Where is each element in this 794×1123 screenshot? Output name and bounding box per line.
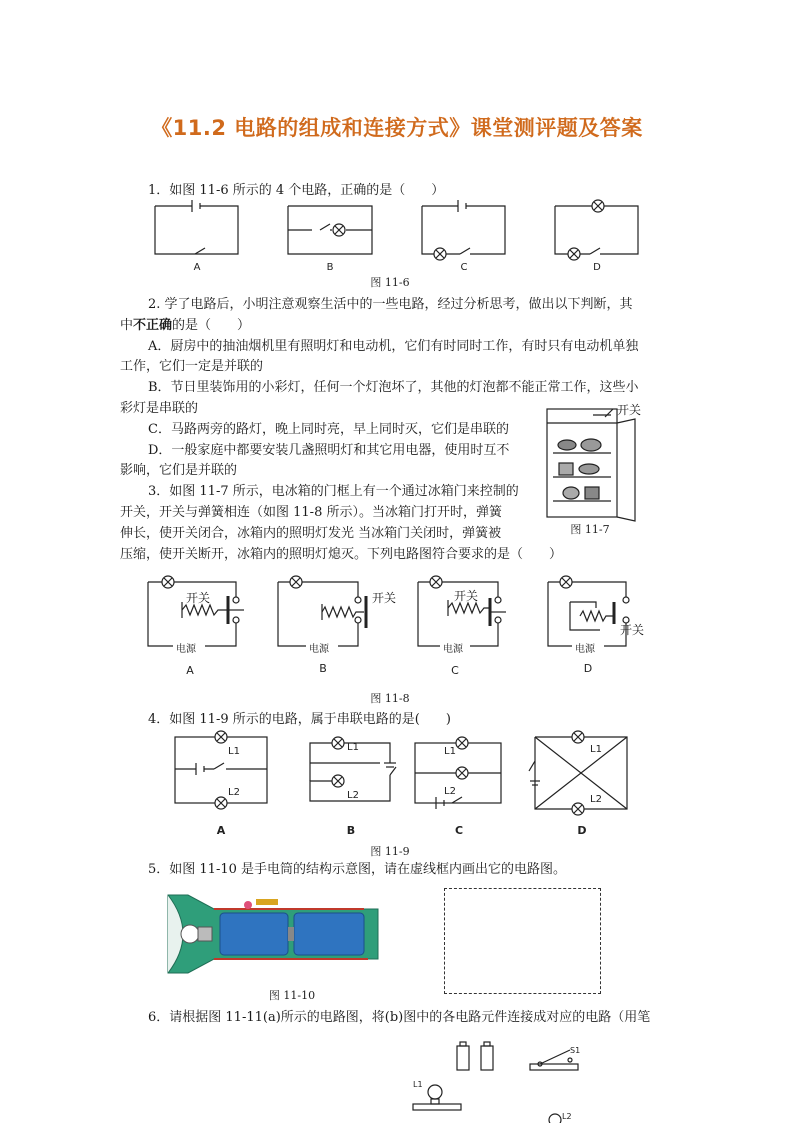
label-9-b: B (346, 824, 356, 837)
label-9-d: D (577, 824, 587, 837)
question-4-text: 4．如图 11-9 所示的电路，属于串联电路的是( ) (148, 712, 451, 727)
source-label-d: 电源 (575, 644, 595, 655)
circuit-9-d (529, 731, 627, 815)
option-2-d-line-2: 影响，它们是并联的 (120, 463, 238, 478)
figure-11-10-caption: 图 11-10 (268, 989, 316, 1002)
circuit-c (422, 200, 505, 260)
label-1-a: A (193, 262, 201, 273)
label-8-b: B (319, 662, 327, 675)
emphasis-not-correct: 不正确 (133, 318, 173, 333)
circuit-b (288, 206, 372, 254)
figure-11-7-fridge (545, 405, 645, 520)
circuit-d (555, 200, 638, 260)
question-6-text: 6．请根据图 11-11(a)所示的电路图，将(b)图中的各电路元件连接成对应的电路（用笔 (148, 1010, 651, 1025)
l2-label-c: L2 (444, 786, 456, 797)
question-3-line-3: 伸长，使开关闭合，冰箱内的照明灯发光 当冰箱门关闭时，弹簧被 (120, 526, 502, 541)
label-8-c: C (451, 664, 459, 677)
label-1-c: C (460, 262, 468, 273)
fridge-switch-label: 开关 (617, 403, 642, 417)
option-2-d-line-1: D．一般家庭中都要安装几盏照明灯和其它用电器，使用时互不 (148, 443, 510, 458)
source-label-a: 电源 (176, 644, 196, 655)
circuit-8-b (278, 576, 366, 646)
figure-11-6-caption: 图 11-6 (370, 276, 410, 289)
switch-label-a: 开关 (186, 591, 211, 605)
option-2-b-line-1: B．节日里装饰用的小彩灯，任何一个灯泡坏了，其他的灯泡都不能正常工作，这些小 (148, 380, 639, 395)
figure-11-8-circuits (0, 572, 794, 682)
option-2-a-line-1: A．厨房中的抽油烟机里有照明灯和电动机，它们有时同时工作，有时只有电动机单独 (148, 339, 639, 354)
s1-label: S1 (570, 1046, 581, 1055)
circuit-9-c (415, 737, 501, 809)
l1-label-b: L1 (347, 742, 359, 753)
source-label-b: 电源 (309, 644, 329, 655)
battery-icon-1 (457, 1042, 469, 1070)
question-3-line-1: 3．如图 11-7 所示，电冰箱的门框上有一个通过冰箱门来控制的 (148, 484, 519, 499)
figure-11-9-circuits (0, 733, 794, 823)
drawing-area-dashed-box[interactable] (444, 888, 601, 994)
question-2-line-1: 2. 学了电路后，小明注意观察生活中的一些电路，经过分析思考，做出以下判断，其 (148, 297, 633, 312)
figure-11-10-flashlight (168, 895, 388, 975)
question-2-line-2: 中不正确的是（ ） (120, 318, 251, 333)
figure-11-9-caption: 图 11-9 (370, 845, 410, 858)
figure-11-6-circuits (0, 196, 794, 286)
label-9-c: C (454, 824, 464, 837)
page-title: 《11.2 电路的组成和连接方式》课堂测评题及答案 (151, 116, 643, 140)
label-8-d: D (583, 662, 593, 675)
question-3-line-4: 压缩，使开关断开，冰箱内的照明灯熄灭。下列电路图符合要求的是（ ） (120, 547, 563, 562)
battery-icon-2 (481, 1042, 493, 1070)
question-3-line-2: 开关，开关与弹簧相连（如图 11-8 所示）。当冰箱门打开时，弹簧 (120, 505, 502, 520)
figure-11-8-caption: 图 11-8 (370, 692, 410, 705)
l2-label-a: L2 (228, 787, 240, 798)
label-1-d: D (593, 262, 601, 273)
figure-11-7-caption: 图 11-7 (570, 523, 610, 536)
bulb-icon-2 (549, 1114, 561, 1123)
circuit-8-a (148, 576, 244, 646)
switch-label-c: 开关 (454, 589, 479, 603)
switch-label-b: 开关 (372, 591, 397, 605)
l2-label-d: L2 (590, 794, 602, 805)
switch-label-d: 开关 (620, 623, 645, 637)
l2-label-fig-11-11: L2 (562, 1112, 572, 1121)
source-label-c: 电源 (443, 644, 463, 655)
l1-label-d: L1 (590, 744, 602, 755)
label-8-a: A (186, 664, 194, 677)
question-1-text: 1．如图 11-6 所示的 4 个电路，正确的是（ ） (148, 183, 445, 198)
circuit-8-d (548, 576, 629, 646)
option-2-b-line-2: 彩灯是串联的 (120, 401, 199, 416)
circuit-9-a (175, 731, 267, 809)
option-2-c: C．马路两旁的路灯，晚上同时亮，早上同时灭，它们是串联的 (148, 422, 509, 437)
l2-label-b: L2 (347, 790, 359, 801)
l1-label-fig-11-11: L1 (413, 1080, 423, 1089)
l1-label-c: L1 (444, 746, 456, 757)
label-1-b: B (326, 262, 334, 273)
circuit-a (155, 200, 238, 254)
question-5-text: 5．如图 11-10 是手电筒的结构示意图，请在虚线框内画出它的电路图。 (148, 862, 567, 877)
option-2-a-line-2: 工作，它们一定是并联的 (120, 359, 264, 374)
label-9-a: A (216, 824, 226, 837)
l1-label-a: L1 (228, 746, 240, 757)
